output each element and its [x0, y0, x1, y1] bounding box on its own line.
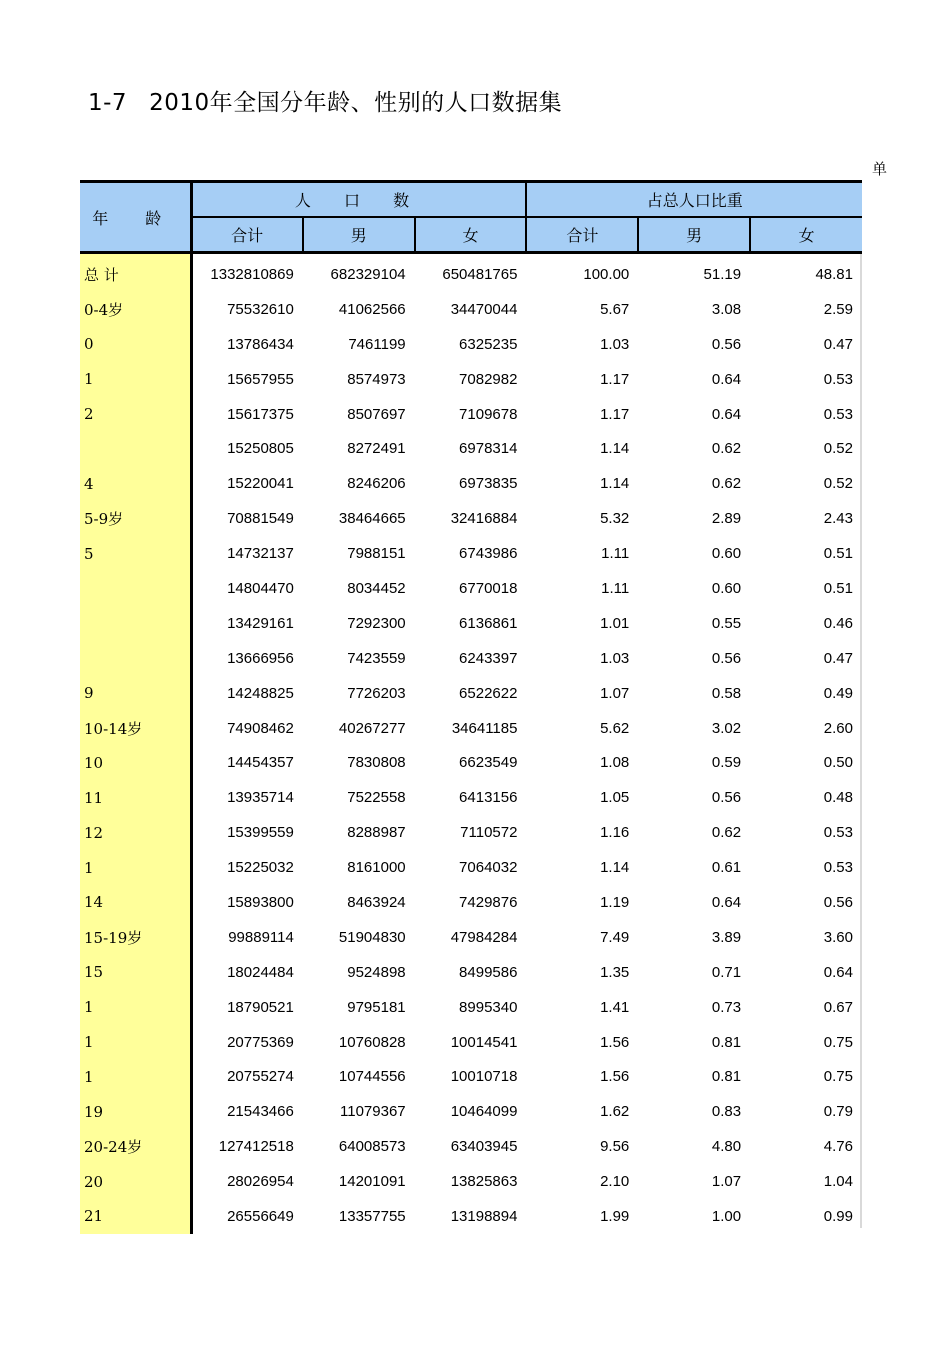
share-total-cell: 1.16 [600, 824, 630, 842]
age-column-header: 年 龄 [80, 182, 191, 253]
share-total-cell: 1.62 [600, 1103, 630, 1121]
table-row [80, 466, 862, 501]
age-cell: 12 [80, 815, 191, 850]
share-total-cell: 5.62 [600, 719, 630, 737]
share-male-cell: 0.56 [711, 649, 742, 667]
population-male-cell: 7830808 [347, 754, 406, 772]
age-cell [80, 641, 191, 676]
age-cell: 1 [80, 850, 191, 885]
table-row [80, 990, 862, 1025]
population-total-cell: 18790521 [227, 998, 294, 1016]
population-male-cell: 64008573 [338, 1138, 406, 1156]
share-total-cell: 1.11 [601, 579, 630, 597]
population-female-cell: 6243397 [459, 649, 518, 667]
share-male-cell: 0.62 [711, 824, 742, 842]
population-female-cell: 8995340 [459, 998, 518, 1016]
share-female-cell: 0.79 [823, 1103, 853, 1121]
share-total-cell: 1.03 [600, 335, 630, 353]
share-group-header: 占总人口比重 [526, 182, 862, 218]
share-female-cell: 0.52 [823, 440, 853, 458]
population-male-cell: 9795181 [347, 998, 406, 1016]
share-female-cell: 0.75 [823, 1068, 853, 1086]
population-male-cell: 682329104 [330, 265, 406, 283]
age-cell: 20-24岁 [80, 1129, 191, 1164]
age-cell: 20 [80, 1164, 191, 1199]
share-female-cell: 3.60 [823, 928, 853, 946]
share-male-cell: 0.64 [711, 893, 742, 911]
share-total-cell: 1.41 [600, 998, 630, 1016]
share-female-cell: 0.47 [823, 335, 853, 353]
population-male-cell: 10760828 [338, 1033, 406, 1051]
table-row [80, 1164, 862, 1199]
age-cell [80, 431, 191, 466]
population-male-cell: 11079367 [340, 1103, 406, 1121]
age-cell: 1 [80, 1059, 191, 1094]
population-total-cell: 26556649 [227, 1207, 294, 1225]
header-pop-female: 女 [415, 217, 527, 253]
share-male-cell: 0.59 [711, 754, 742, 772]
share-male-cell: 0.71 [711, 963, 742, 981]
share-female-cell: 0.53 [823, 824, 853, 842]
share-male-cell: 1.00 [711, 1207, 742, 1225]
population-total-cell: 75532610 [227, 300, 294, 318]
age-cell: 1 [80, 990, 191, 1025]
population-total-cell: 13666956 [227, 649, 294, 667]
population-male-cell: 8272491 [347, 440, 406, 458]
table-row [80, 641, 862, 676]
share-total-cell: 1.14 [600, 475, 630, 493]
population-female-cell: 6978314 [459, 440, 518, 458]
table-row [80, 1094, 862, 1129]
share-female-cell: 0.53 [823, 405, 853, 423]
population-total-cell: 13429161 [227, 614, 294, 632]
age-cell: 15-19岁 [80, 920, 191, 955]
population-group-header: 人 口 数 [191, 182, 526, 218]
population-male-cell: 9524898 [347, 963, 406, 981]
share-male-cell: 0.60 [711, 579, 742, 597]
table-row [80, 292, 862, 327]
population-female-cell: 13825863 [450, 1173, 518, 1191]
share-female-cell: 0.52 [823, 475, 853, 493]
share-total-cell: 1.14 [600, 859, 630, 877]
page-title [88, 84, 562, 117]
table-row [80, 606, 862, 641]
share-total-cell: 5.32 [600, 510, 630, 528]
share-male-cell: 0.58 [711, 684, 742, 702]
share-male-cell: 0.56 [711, 335, 742, 353]
share-female-cell: 0.67 [823, 998, 853, 1016]
population-female-cell: 47984284 [450, 928, 518, 946]
population-male-cell: 51904830 [338, 928, 406, 946]
population-female-cell: 650481765 [442, 265, 518, 283]
share-male-cell: 3.02 [711, 719, 742, 737]
age-cell: 总 计 [80, 253, 191, 292]
population-female-cell: 6136861 [459, 614, 518, 632]
table-row [80, 711, 862, 746]
population-male-cell: 40267277 [338, 719, 406, 737]
population-male-cell: 8574973 [347, 370, 406, 388]
population-female-cell: 6325235 [459, 335, 518, 353]
table-row [80, 362, 862, 397]
population-male-cell: 8246206 [347, 475, 406, 493]
population-female-cell: 10464099 [450, 1103, 518, 1121]
population-total-cell: 15617375 [227, 405, 294, 423]
share-total-cell: 1.99 [600, 1207, 630, 1225]
population-female-cell: 6770018 [459, 579, 518, 597]
share-total-cell: 5.67 [600, 300, 630, 318]
share-female-cell: 48.81 [815, 265, 853, 283]
share-male-cell: 0.56 [711, 789, 742, 807]
population-female-cell: 63403945 [450, 1138, 518, 1156]
population-total-cell: 21543466 [227, 1103, 294, 1121]
header-pop-male: 男 [303, 217, 415, 253]
population-male-cell: 38464665 [338, 510, 406, 528]
population-male-cell: 14201091 [338, 1173, 406, 1191]
share-female-cell: 0.51 [823, 579, 853, 597]
population-male-cell: 41062566 [338, 300, 406, 318]
share-male-cell: 0.81 [711, 1033, 742, 1051]
population-male-cell: 7461199 [348, 335, 406, 353]
population-total-cell: 74908462 [227, 719, 294, 737]
share-male-cell: 0.73 [711, 998, 742, 1016]
population-male-cell: 10744556 [338, 1068, 406, 1086]
share-male-cell: 0.81 [711, 1068, 742, 1086]
share-male-cell: 2.89 [711, 510, 742, 528]
table-row [80, 1199, 862, 1234]
share-male-cell: 0.64 [711, 370, 742, 388]
table-row [80, 1059, 862, 1094]
population-female-cell: 10010718 [450, 1068, 518, 1086]
share-female-cell: 0.49 [823, 684, 853, 702]
share-total-cell: 7.49 [600, 928, 630, 946]
age-cell: 21 [80, 1199, 191, 1234]
age-cell: 1 [80, 1025, 191, 1060]
population-female-cell: 7109678 [459, 405, 518, 423]
unit-label: 单 [872, 160, 888, 178]
population-total-cell: 20755274 [227, 1068, 294, 1086]
population-male-cell: 7726203 [347, 684, 406, 702]
share-male-cell: 1.07 [711, 1173, 742, 1191]
population-female-cell: 7110572 [460, 824, 518, 842]
population-female-cell: 7064032 [459, 859, 518, 877]
header-share-female: 女 [750, 217, 862, 253]
population-total-cell: 127412518 [218, 1138, 294, 1156]
share-male-cell: 0.60 [711, 545, 742, 563]
share-male-cell: 0.55 [711, 614, 742, 632]
share-total-cell: 1.05 [600, 789, 630, 807]
table-row [80, 920, 862, 955]
population-male-cell: 7292300 [347, 614, 406, 632]
share-female-cell: 0.75 [823, 1033, 853, 1051]
table-row [80, 431, 862, 466]
share-female-cell: 0.47 [823, 649, 853, 667]
age-cell: 11 [80, 780, 191, 815]
table-row [80, 1129, 862, 1164]
table-title: 2010年全国分年龄、性别的人口数据集 [149, 90, 563, 116]
population-table [80, 180, 862, 1234]
table-row [80, 501, 862, 536]
age-cell: 4 [80, 466, 191, 501]
population-total-cell: 18024484 [227, 963, 294, 981]
table-row [80, 571, 862, 606]
population-female-cell: 10014541 [450, 1033, 518, 1051]
population-total-cell: 70881549 [227, 510, 294, 528]
share-female-cell: 2.60 [823, 719, 853, 737]
population-total-cell: 14454357 [227, 754, 294, 772]
population-female-cell: 34470044 [450, 300, 518, 318]
header-pop-total: 合计 [191, 217, 303, 253]
population-male-cell: 13357755 [338, 1207, 406, 1225]
age-cell: 10-14岁 [80, 711, 191, 746]
share-total-cell: 1.17 [600, 370, 630, 388]
population-female-cell: 6522622 [459, 684, 518, 702]
share-female-cell: 0.53 [823, 859, 853, 877]
share-male-cell: 0.83 [711, 1103, 742, 1121]
population-total-cell: 28026954 [227, 1173, 294, 1191]
table-row [80, 327, 862, 362]
age-cell: 5 [80, 536, 191, 571]
population-male-cell: 8507697 [347, 405, 406, 423]
population-female-cell: 6413156 [459, 789, 518, 807]
share-male-cell: 0.64 [711, 405, 742, 423]
population-female-cell: 6623549 [459, 754, 518, 772]
population-total-cell: 15250805 [227, 440, 294, 458]
table-row [80, 397, 862, 432]
share-male-cell: 0.62 [711, 475, 742, 493]
share-female-cell: 0.99 [823, 1207, 853, 1225]
share-total-cell: 1.03 [600, 649, 630, 667]
share-female-cell: 0.46 [823, 614, 853, 632]
share-total-cell: 1.19 [600, 893, 630, 911]
table-row [80, 536, 862, 571]
population-female-cell: 6743986 [459, 545, 518, 563]
table-number: 1-7 [88, 90, 128, 116]
share-total-cell: 1.35 [600, 963, 630, 981]
share-total-cell: 1.07 [600, 684, 630, 702]
population-total-cell: 13935714 [227, 789, 294, 807]
table-row [80, 745, 862, 780]
table-row [80, 253, 862, 292]
share-total-cell: 1.14 [600, 440, 630, 458]
share-female-cell: 0.53 [823, 370, 853, 388]
age-cell [80, 606, 191, 641]
age-cell [80, 571, 191, 606]
share-female-cell: 0.50 [823, 754, 853, 772]
share-male-cell: 0.62 [711, 440, 742, 458]
age-cell: 0-4岁 [80, 292, 191, 327]
age-cell: 10 [80, 745, 191, 780]
table-body [80, 253, 862, 1234]
population-total-cell: 14248825 [227, 684, 294, 702]
age-cell: 5-9岁 [80, 501, 191, 536]
age-cell: 9 [80, 676, 191, 711]
population-male-cell: 7423559 [347, 649, 406, 667]
share-female-cell: 0.56 [823, 893, 853, 911]
share-female-cell: 0.51 [823, 545, 853, 563]
share-total-cell: 1.11 [601, 545, 630, 563]
population-total-cell: 1332810869 [210, 265, 294, 283]
population-female-cell: 8499586 [459, 963, 518, 981]
share-female-cell: 2.43 [823, 510, 853, 528]
table-row [80, 815, 862, 850]
header-share-total: 合计 [526, 217, 638, 253]
share-total-cell: 100.00 [583, 265, 630, 283]
share-total-cell: 1.56 [600, 1068, 630, 1086]
population-male-cell: 8161000 [347, 859, 406, 877]
population-male-cell: 7522558 [347, 789, 406, 807]
table-row [80, 780, 862, 815]
population-total-cell: 15657955 [227, 370, 294, 388]
share-total-cell: 1.56 [600, 1033, 630, 1051]
population-male-cell: 7988151 [347, 545, 406, 563]
age-cell: 19 [80, 1094, 191, 1129]
population-female-cell: 13198894 [450, 1207, 518, 1225]
share-total-cell: 1.08 [600, 754, 630, 772]
share-female-cell: 0.64 [823, 963, 853, 981]
population-male-cell: 8288987 [347, 824, 406, 842]
age-cell: 2 [80, 397, 191, 432]
share-male-cell: 3.89 [711, 928, 742, 946]
table-row [80, 885, 862, 920]
age-cell: 15 [80, 955, 191, 990]
population-female-cell: 32416884 [450, 510, 518, 528]
population-total-cell: 20775369 [227, 1033, 294, 1051]
share-male-cell: 0.61 [711, 859, 742, 877]
population-male-cell: 8463924 [347, 893, 406, 911]
population-total-cell: 14732137 [227, 545, 294, 563]
share-total-cell: 1.01 [600, 614, 630, 632]
share-female-cell: 2.59 [823, 300, 853, 318]
table-row [80, 850, 862, 885]
share-male-cell: 51.19 [703, 265, 742, 283]
population-total-cell: 15225032 [227, 859, 294, 877]
share-female-cell: 4.76 [823, 1138, 853, 1156]
share-female-cell: 0.48 [823, 789, 853, 807]
population-total-cell: 13786434 [227, 335, 294, 353]
share-male-cell: 4.80 [711, 1138, 742, 1156]
population-female-cell: 7082982 [459, 370, 518, 388]
population-female-cell: 7429876 [459, 893, 518, 911]
population-total-cell: 14804470 [227, 579, 294, 597]
population-total-cell: 99889114 [228, 928, 294, 946]
population-female-cell: 34641185 [451, 719, 518, 737]
age-cell: 0 [80, 327, 191, 362]
population-total-cell: 15399559 [227, 824, 294, 842]
population-female-cell: 6973835 [459, 475, 518, 493]
share-total-cell: 9.56 [600, 1138, 630, 1156]
table-row [80, 676, 862, 711]
share-female-cell: 1.04 [823, 1173, 853, 1191]
share-total-cell: 1.17 [600, 405, 630, 423]
share-male-cell: 3.08 [711, 300, 742, 318]
population-male-cell: 8034452 [347, 579, 406, 597]
table-row [80, 1025, 862, 1060]
table-row [80, 955, 862, 990]
population-total-cell: 15220041 [227, 475, 294, 493]
share-total-cell: 2.10 [600, 1173, 630, 1191]
population-total-cell: 15893800 [227, 893, 294, 911]
header-share-male: 男 [638, 217, 750, 253]
age-cell: 14 [80, 885, 191, 920]
age-cell: 1 [80, 362, 191, 397]
